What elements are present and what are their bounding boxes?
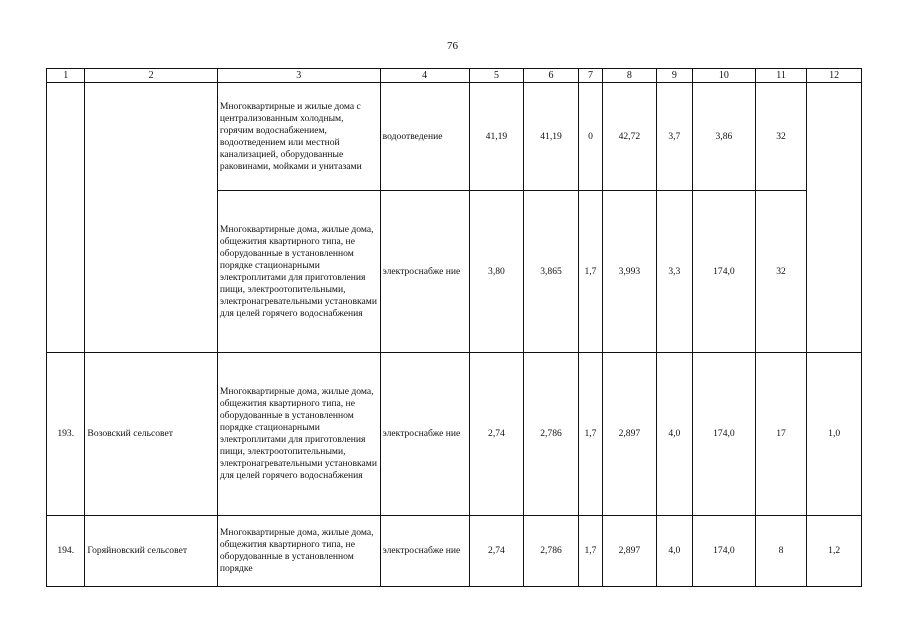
service-cell: водоотведение xyxy=(380,83,469,191)
housing-description-cell xyxy=(217,516,380,587)
value-col-8: 42,72 xyxy=(603,83,657,191)
header-col-5: 5 xyxy=(469,69,524,83)
header-row xyxy=(47,69,862,83)
value-col-8: 2,897 xyxy=(603,516,657,587)
header-col-6: 6 xyxy=(524,69,579,83)
header-col-7: 7 xyxy=(578,69,602,83)
table-row xyxy=(47,83,862,191)
settlement-name-cell: Горяйновский сельсовет xyxy=(85,516,217,587)
value-col-6: 2,786 xyxy=(524,353,579,516)
service-cell: электроснабже ние xyxy=(380,191,469,353)
row-number-cell: 193. xyxy=(47,353,85,516)
value-col-11: 32 xyxy=(755,83,807,191)
value-col-9: 4,0 xyxy=(656,353,692,516)
housing-description-cell xyxy=(217,191,380,353)
service-cell: электроснабже ние xyxy=(380,516,469,587)
value-col-6: 3,865 xyxy=(524,191,579,353)
value-col-6: 41,19 xyxy=(524,83,579,191)
value-col-5: 2,74 xyxy=(469,516,524,587)
housing-description: Многоквартирные дома, жилые дома, общежития квартирного типа, не оборудованные в установленном порядке стационарными электроплитами для приготовления пищи, электроотопительными, электронагревательными установками для целей горячего водоснабжения xyxy=(219,223,377,319)
housing-description: Многоквартирные дома, жилые дома, общежития квартирного типа, не оборудованные в установленном порядке xyxy=(219,527,374,574)
value-col-7: 1,7 xyxy=(578,516,602,587)
housing-description-cell xyxy=(217,353,380,516)
value-col-9: 3,3 xyxy=(656,191,692,353)
value-col-11: 17 xyxy=(755,353,807,516)
value-col-7: 0 xyxy=(578,83,602,191)
value-col-8: 3,993 xyxy=(603,191,657,353)
value-col-5: 2,74 xyxy=(469,353,524,516)
value-col-5: 3,80 xyxy=(469,191,524,353)
header-col-11: 11 xyxy=(755,69,807,83)
header-col-12: 12 xyxy=(807,69,862,83)
housing-description-cell xyxy=(217,83,380,191)
value-col-6: 2,786 xyxy=(524,516,579,587)
value-col-10: 174,0 xyxy=(693,191,756,353)
value-col-8: 2,897 xyxy=(603,353,657,516)
value-col-10: 174,0 xyxy=(693,353,756,516)
value-col-11: 32 xyxy=(755,191,807,353)
header-col-9: 9 xyxy=(656,69,692,83)
header-col-3: 3 xyxy=(217,69,380,83)
header-col-1: 1 xyxy=(47,69,85,83)
housing-description: Многоквартирные и жилые дома с централизованным холодным, горячим водоснабжением, водоотведением или местной канализацией, оборудованные раковинами, мойками и унитазами xyxy=(219,100,362,172)
value-col-11: 8 xyxy=(755,516,807,587)
value-col-12: 1,0 xyxy=(807,353,862,516)
value-col-9: 3,7 xyxy=(656,83,692,191)
table-row xyxy=(47,353,862,516)
value-col-12: 1,2 xyxy=(807,516,862,587)
value-col-7: 1,7 xyxy=(578,191,602,353)
table-row xyxy=(47,516,862,587)
value-col-7: 1,7 xyxy=(578,353,602,516)
page-number: 76 xyxy=(447,40,458,52)
row-number-cell xyxy=(47,83,85,353)
value-col-10: 174,0 xyxy=(693,516,756,587)
value-col-9: 4,0 xyxy=(656,516,692,587)
settlement-name-cell xyxy=(85,83,217,353)
value-col-12 xyxy=(807,83,862,353)
value-col-10: 3,86 xyxy=(693,83,756,191)
housing-description: Многоквартирные дома, жилые дома, общежития квартирного типа, не оборудованные в установленном порядке стационарными электроплитами для приготовления пищи, электроотопительными, электронагревательными установками для целей горячего водоснабжения xyxy=(219,386,377,481)
value-col-5: 41,19 xyxy=(469,83,524,191)
row-number-cell: 194. xyxy=(47,516,85,587)
header-col-2: 2 xyxy=(85,69,217,83)
header-col-10: 10 xyxy=(693,69,756,83)
header-col-4: 4 xyxy=(380,69,469,83)
header-col-8: 8 xyxy=(603,69,657,83)
tariff-table xyxy=(46,68,862,587)
settlement-name-cell: Возовский сельсовет xyxy=(85,353,217,516)
service-cell: электроснабже ние xyxy=(380,353,469,516)
